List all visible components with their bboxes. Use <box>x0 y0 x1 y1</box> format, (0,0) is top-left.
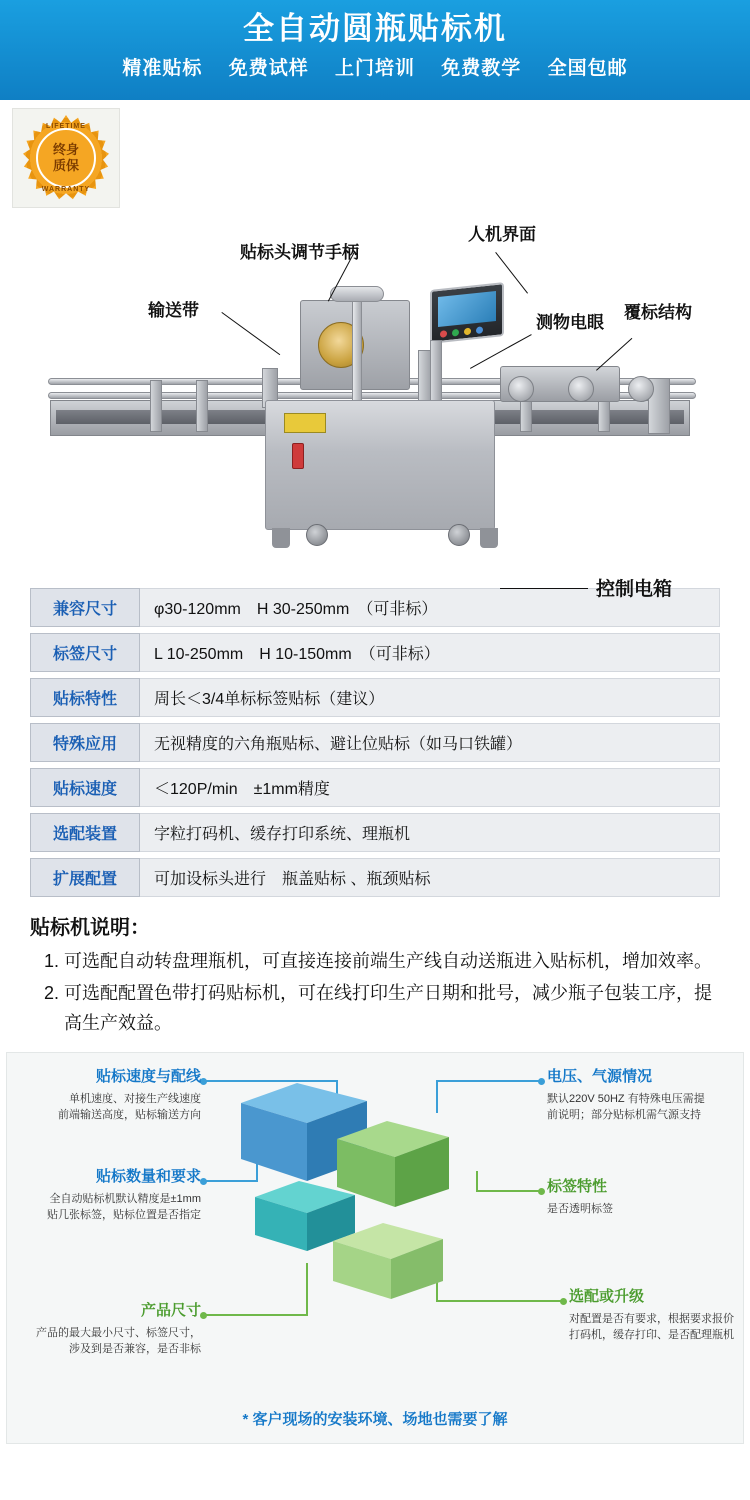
header-subtitle-list <box>0 52 750 86</box>
node-line: 全自动贴标机默认精度是±1mm <box>49 1193 201 1205</box>
requirements-diagram <box>6 1052 744 1444</box>
control-cabinet <box>265 400 495 530</box>
rail-post-1 <box>150 380 162 432</box>
hmi-screen <box>438 291 496 327</box>
header-subtitle-3: 免费教学 <box>441 58 522 79</box>
callout-conveyor: 输送带 <box>148 301 199 320</box>
node-dot-optional-upgrade <box>560 1298 567 1305</box>
spec-row <box>30 633 720 672</box>
diagram-node-label-feature <box>547 1175 737 1217</box>
spec-row <box>30 678 720 717</box>
callout-hmi: 人机界面 <box>468 225 536 244</box>
spec-key: 贴标特性 <box>30 678 140 717</box>
node-line: 默认220V 50HZ 有特殊电压需提 <box>547 1093 705 1105</box>
spec-key: 特殊应用 <box>30 723 140 762</box>
spec-value: ＜120P/min ±1mm精度 <box>140 768 720 807</box>
node-line: 前端输送高度，贴标输送方向 <box>58 1109 201 1121</box>
hmi-panel[interactable] <box>430 282 504 344</box>
spec-table <box>30 588 720 897</box>
node-title: 选配或升级 <box>569 1288 645 1305</box>
diagram-cubes <box>237 1073 537 1323</box>
lifetime-warranty-badge <box>12 108 120 208</box>
badge-top-arc: LIFETIME <box>46 123 86 130</box>
node-dot-speed-wiring <box>200 1078 207 1085</box>
node-title: 贴标速度与配线 <box>95 1068 201 1085</box>
page-title: 全自动圆瓶贴标机 <box>243 11 507 46</box>
node-line: 对配置是否有要求，根据要求报价 <box>569 1313 734 1325</box>
spec-row <box>30 768 720 807</box>
header-subtitle-1: 免费试样 <box>228 58 309 79</box>
header-subtitle-2: 上门培训 <box>334 58 415 79</box>
node-dot-label-feature <box>538 1188 545 1195</box>
head-adjust-knob <box>330 286 384 302</box>
notes-title: 贴标机说明： <box>30 917 150 939</box>
node-title: 贴标数量和要求 <box>95 1168 201 1185</box>
spec-value: 无视精度的六角瓶贴标、避让位贴标（如马口铁罐） <box>140 723 720 762</box>
spec-key: 选配装置 <box>30 813 140 852</box>
spec-row <box>30 723 720 762</box>
note-item: 1. 可选配自动转盘理瓶机，可直接连接前端生产线自动送瓶进入贴标机，增加效率。 <box>64 946 720 976</box>
diagram-node-product-size <box>15 1299 201 1357</box>
diagram-node-quantity-requirement <box>15 1165 201 1223</box>
header-subtitle-4: 全国包邮 <box>547 58 628 79</box>
spec-value: φ30-120mm H 30-250mm （可非标） <box>140 588 720 627</box>
spec-row <box>30 858 720 897</box>
spec-value: 周长＜3/4单标标签贴标（建议） <box>140 678 720 717</box>
node-dot-voltage-air <box>538 1078 545 1085</box>
node-dot-quantity <box>200 1178 207 1185</box>
page-header <box>0 0 750 100</box>
machine-foot-2 <box>480 528 498 548</box>
leader-line-control-box <box>500 588 588 589</box>
node-line: 涉及到是否兼容，是否非标 <box>69 1343 201 1355</box>
node-line: 贴几张标签，贴标位置是否指定 <box>47 1209 201 1221</box>
badge-bottom-arc: WARRANTY <box>41 186 91 193</box>
product-photo <box>0 100 750 600</box>
callout-control-box: 控制电箱 <box>596 579 673 600</box>
callout-cover-structure: 覆标结构 <box>624 303 692 322</box>
machine-caster-1 <box>306 524 328 546</box>
diagram-footer-note: * 客户现场的安装环境、场地也需要了解 <box>242 1411 508 1428</box>
node-title: 标签特性 <box>547 1178 608 1195</box>
spec-value: 字粒打码机、缓存打印系统、理瓶机 <box>140 813 720 852</box>
header-subtitle-0: 精准贴标 <box>122 58 203 79</box>
warning-sticker <box>284 413 326 433</box>
spec-key: 标签尺寸 <box>30 633 140 672</box>
notes-section <box>30 911 720 1038</box>
power-switch[interactable] <box>292 443 304 469</box>
callout-label-head-handle: 贴标头调节手柄 <box>240 243 359 262</box>
badge-text <box>13 142 119 174</box>
cover-roller-1 <box>508 376 534 402</box>
node-dot-product-size <box>200 1312 207 1319</box>
notes-list <box>30 946 720 1038</box>
hmi-buttons[interactable] <box>440 326 483 338</box>
node-line: 产品的最大最小尺寸、标签尺寸， <box>36 1327 201 1339</box>
node-line: 单机速度、对接生产线速度 <box>69 1093 201 1105</box>
node-title: 产品尺寸 <box>140 1302 201 1319</box>
rail-post-2 <box>196 380 208 432</box>
cover-roller-3 <box>628 376 654 402</box>
machine-foot-1 <box>272 528 290 548</box>
spec-value: 可加设标头进行 瓶盖贴标 、瓶颈贴标 <box>140 858 720 897</box>
node-line: 打码机，缓存打印、是否配理瓶机 <box>569 1329 734 1341</box>
spec-value: L 10-250mm H 10-150mm （可非标） <box>140 633 720 672</box>
spec-key: 扩展配置 <box>30 858 140 897</box>
node-title: 电压、气源情况 <box>547 1068 653 1085</box>
badge-line-1: 终身 <box>52 142 79 157</box>
spec-row <box>30 813 720 852</box>
diagram-node-speed-wiring <box>21 1065 201 1123</box>
node-line: 前说明；部分贴标机需气源支持 <box>547 1109 701 1121</box>
diagram-node-optional-upgrade <box>569 1285 745 1343</box>
badge-line-2: 质保 <box>52 158 79 173</box>
machine-caster-2 <box>448 524 470 546</box>
cover-roller-2 <box>568 376 594 402</box>
diagram-node-voltage-air <box>547 1065 737 1123</box>
note-item: 2. 可选配配置色带打码贴标机，可在线打印生产日期和批号，减少瓶子包装工序，提高生产效益。 <box>64 978 720 1038</box>
callout-object-sensor: 测物电眼 <box>536 313 604 332</box>
head-adjust-post <box>352 296 362 406</box>
node-line: 是否透明标签 <box>547 1203 613 1215</box>
spec-key: 兼容尺寸 <box>30 588 140 627</box>
spec-key: 贴标速度 <box>30 768 140 807</box>
